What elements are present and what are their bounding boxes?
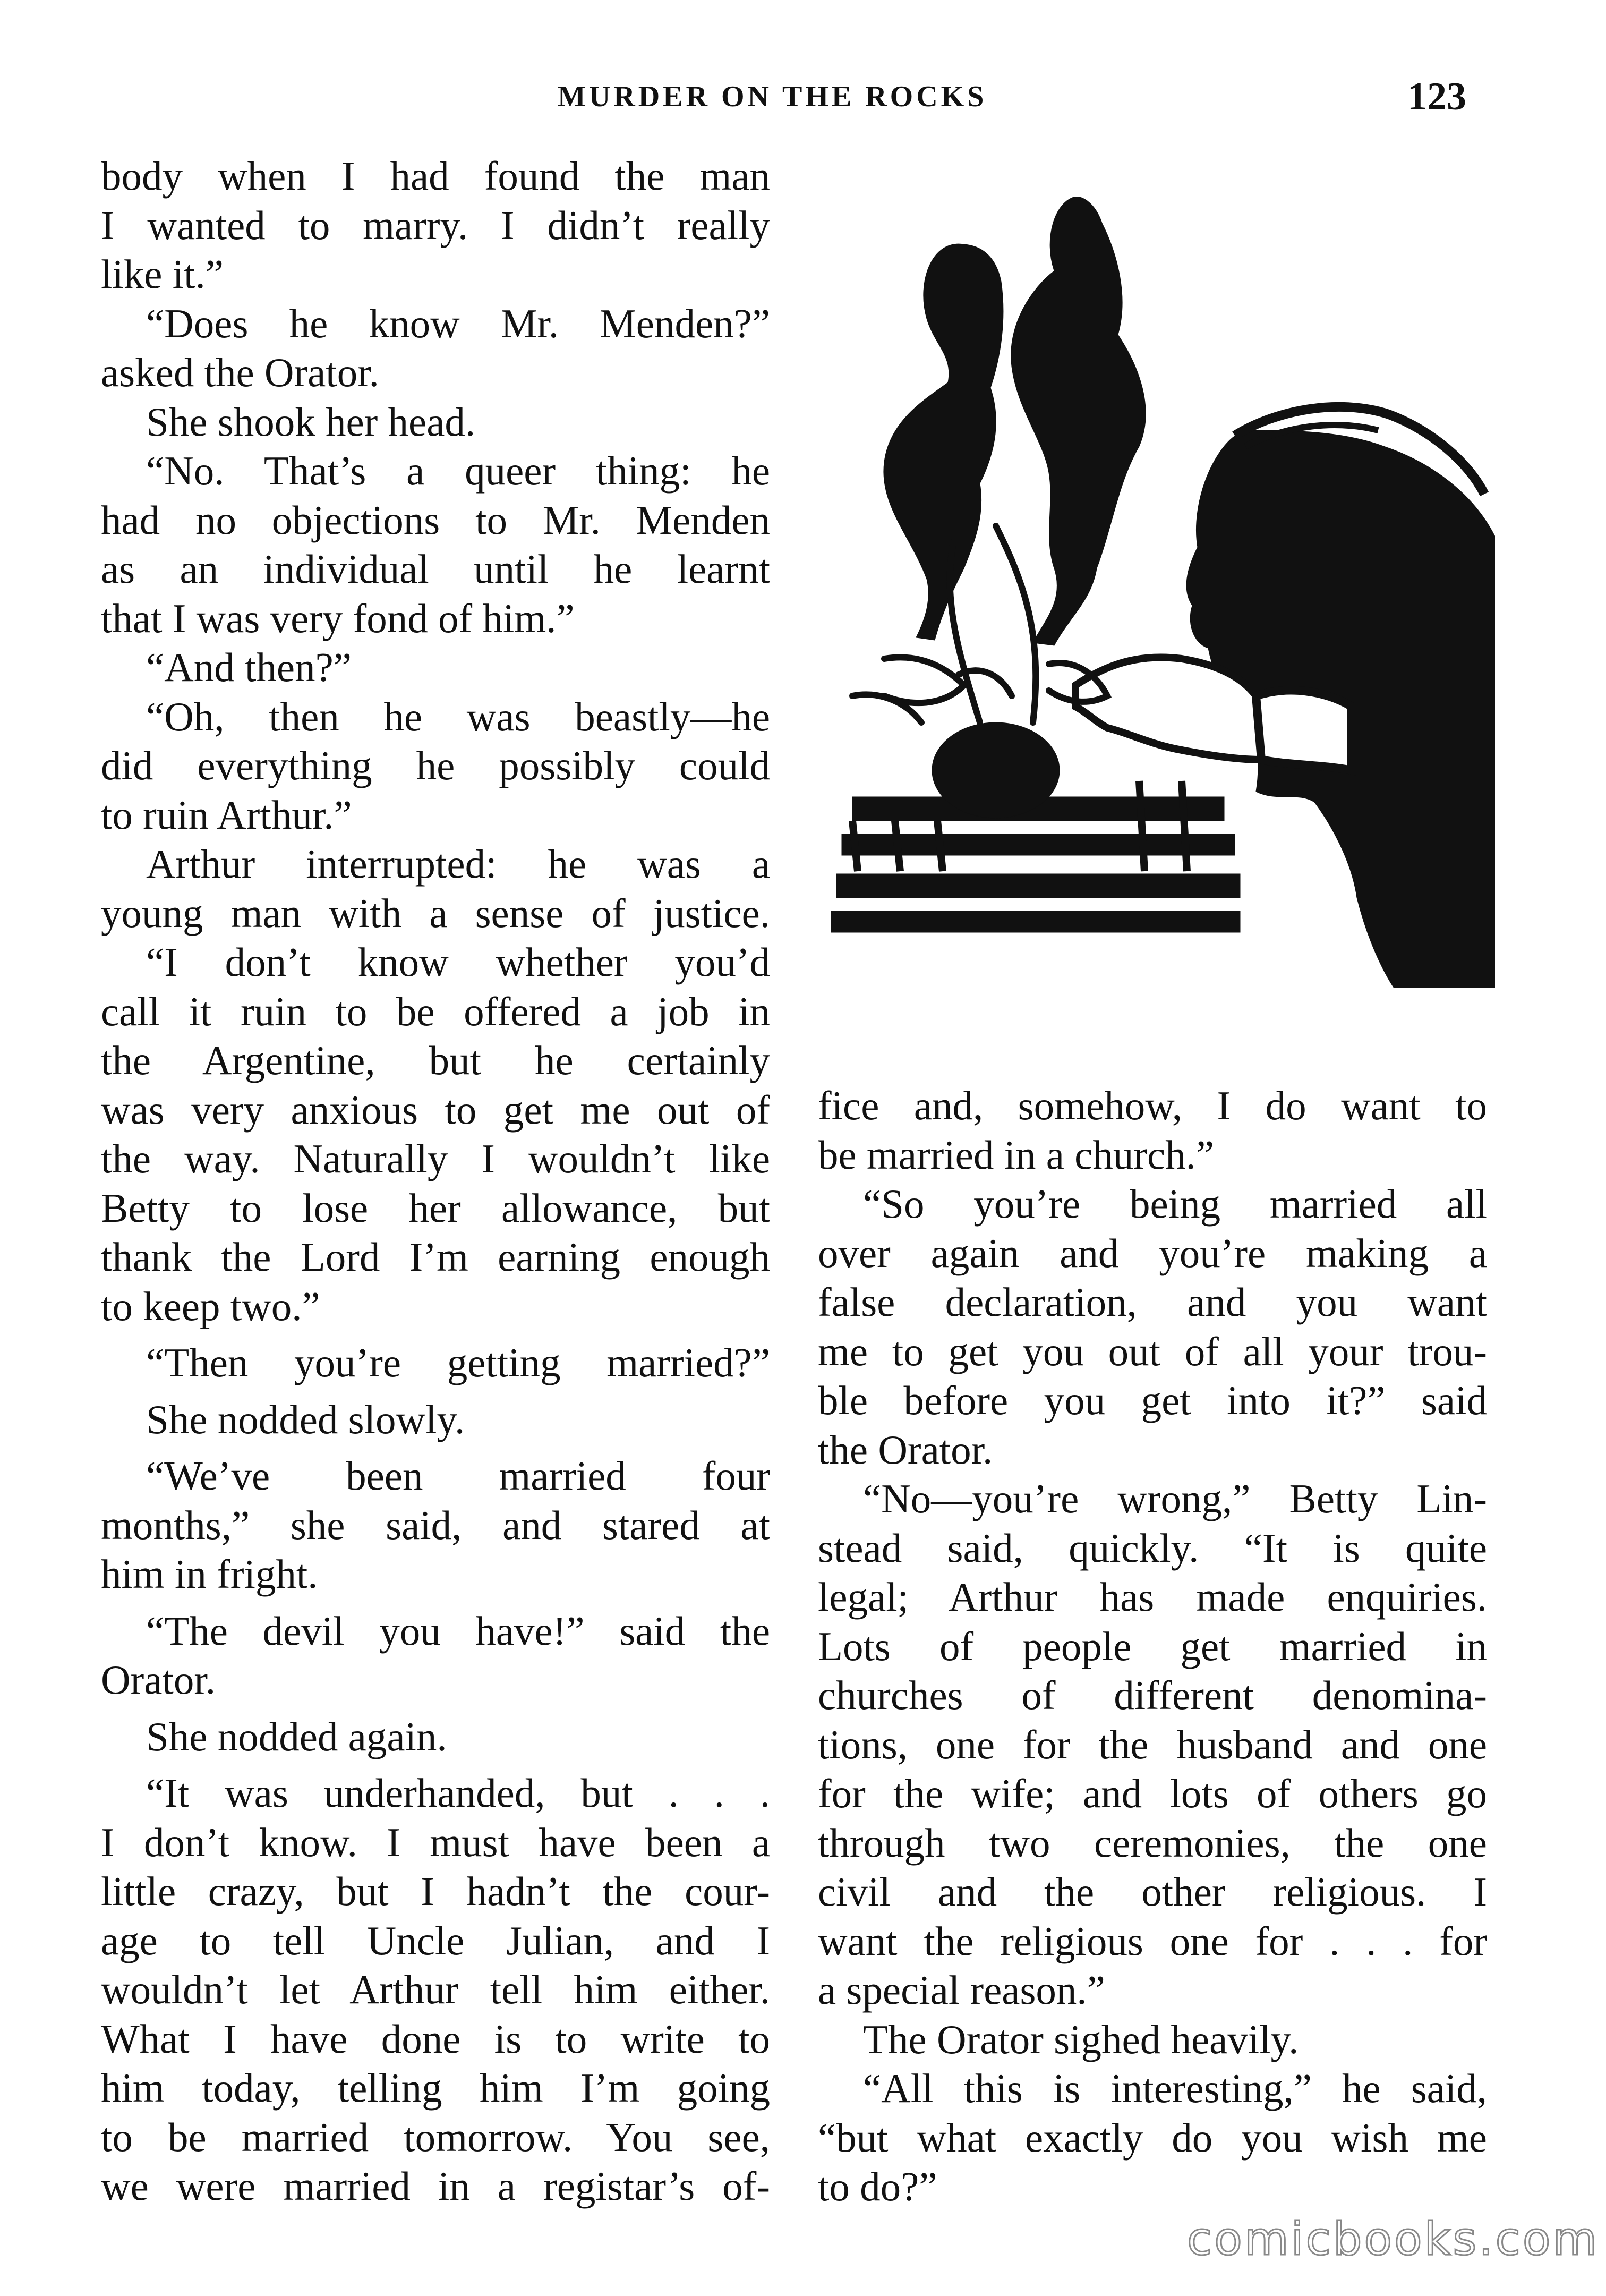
text-line: “No—you’re wrong,” Betty Lin- — [863, 1476, 1487, 1521]
text-line: churches of different denomina- — [818, 1672, 1487, 1718]
right-text-column — [818, 1081, 1487, 2212]
text-line: want the religious one for . . . for — [818, 1918, 1487, 1964]
ink-illustration — [821, 197, 1495, 988]
text-line: “All this is interesting,” he said, — [863, 2065, 1487, 2111]
text-line: be married in a church.” — [818, 1132, 1215, 1178]
text-line: “Oh, then he was beastly—he — [146, 693, 770, 739]
text-line: body when I had found the man — [101, 153, 770, 199]
text-line: What I have done is to write to — [101, 2016, 770, 2062]
text-line: tions, one for the husband and one — [818, 1721, 1487, 1767]
text-line: age to tell Uncle Julian, and I — [101, 1917, 770, 1963]
page-number: 123 — [1407, 75, 1466, 118]
text-line: like it.” — [101, 251, 224, 297]
text-line: wouldn’t let Arthur tell him either. — [101, 1967, 770, 2012]
shadow-figure-right — [1011, 197, 1146, 645]
text-line: as an individual until he learnt — [101, 546, 770, 592]
text-line: him today, telling him I’m going — [101, 2065, 770, 2111]
text-line: a special reason.” — [818, 1967, 1105, 2013]
text-line: to do?” — [818, 2164, 937, 2209]
text-line: Arthur interrupted: he was a — [146, 841, 770, 887]
text-line: I wanted to marry. I didn’t really — [101, 202, 770, 248]
text-line: She nodded again. — [146, 1713, 447, 1759]
text-line: had no objections to Mr. Menden — [101, 497, 770, 543]
text-line: I don’t know. I must have been a — [101, 1819, 770, 1865]
text-line: ble before you get into it?” said — [818, 1377, 1487, 1423]
text-line: thank the Lord I’m earning enough — [101, 1234, 770, 1280]
text-line: “The devil you have!” said the — [146, 1608, 770, 1654]
text-line: “So you’re being married all — [863, 1181, 1487, 1227]
text-line: for the wife; and lots of others go — [818, 1771, 1487, 1816]
text-line: through two ceremonies, the one — [818, 1819, 1487, 1866]
text-line: Betty to lose her allowance, but — [101, 1185, 770, 1231]
text-line: “We’ve been married four — [146, 1453, 770, 1499]
text-line: “but what exactly do you wish me — [818, 2114, 1487, 2161]
text-line: “It was underhanded, but . . . — [146, 1770, 770, 1816]
text-line: little crazy, but I hadn’t the cour- — [101, 1868, 770, 1914]
reaching-hand — [1075, 657, 1261, 760]
text-line: Orator. — [101, 1657, 216, 1703]
text-line: stead said, quickly. “It is quite — [818, 1525, 1487, 1571]
text-line: “I don’t know whether you’d — [146, 939, 770, 985]
text-line: “No. That’s a queer thing: he — [146, 448, 770, 494]
text-line: the Orator. — [818, 1426, 993, 1473]
text-line: to keep two.” — [101, 1283, 320, 1329]
text-line: She shook her head. — [146, 398, 476, 445]
text-line: false declaration, and you want — [818, 1279, 1487, 1325]
text-line: that I was very fond of him.” — [101, 595, 575, 641]
text-line: call it ruin to be offered a job in — [101, 988, 770, 1034]
text-line: was very anxious to get me out of — [101, 1086, 770, 1133]
text-line: She nodded slowly. — [146, 1396, 465, 1442]
text-line: The Orator sighed heavily. — [863, 2016, 1299, 2062]
text-line: months,” she said, and stared at — [101, 1502, 770, 1548]
text-line: “And then?” — [146, 644, 352, 690]
text-line: to ruin Arthur.” — [101, 792, 352, 838]
watermark: comicbooks.com — [1187, 2213, 1600, 2266]
text-line: him in fright. — [101, 1551, 318, 1597]
text-line: the way. Naturally I wouldn’t like — [101, 1136, 770, 1181]
text-line: fice and, somehow, I do want to — [818, 1083, 1487, 1128]
shadow-figure-left — [884, 244, 1003, 640]
text-line: over again and you’re making a — [818, 1230, 1487, 1276]
left-text-column — [101, 151, 770, 2211]
text-line: civil and the other religious. I — [818, 1869, 1487, 1915]
text-line: did everything he possibly could — [101, 743, 770, 788]
text-line: to be married tomorrow. You see, — [101, 2114, 770, 2160]
text-line: “Then you’re getting married?” — [146, 1340, 770, 1385]
text-line: young man with a sense of justice. — [101, 890, 770, 936]
text-line: asked the Orator. — [101, 350, 379, 395]
text-line: we were married in a registar’s of- — [101, 2163, 770, 2209]
text-line: me to get you out of all your trou- — [818, 1328, 1487, 1374]
text-line: Lots of people get married in — [818, 1623, 1487, 1669]
running-title: MURDER ON THE ROCKS — [558, 80, 987, 113]
text-line: legal; Arthur has made enquiries. — [818, 1574, 1487, 1620]
text-line: the Argentine, but he certainly — [101, 1038, 770, 1083]
text-line: “Does he know Mr. Menden?” — [146, 300, 770, 346]
